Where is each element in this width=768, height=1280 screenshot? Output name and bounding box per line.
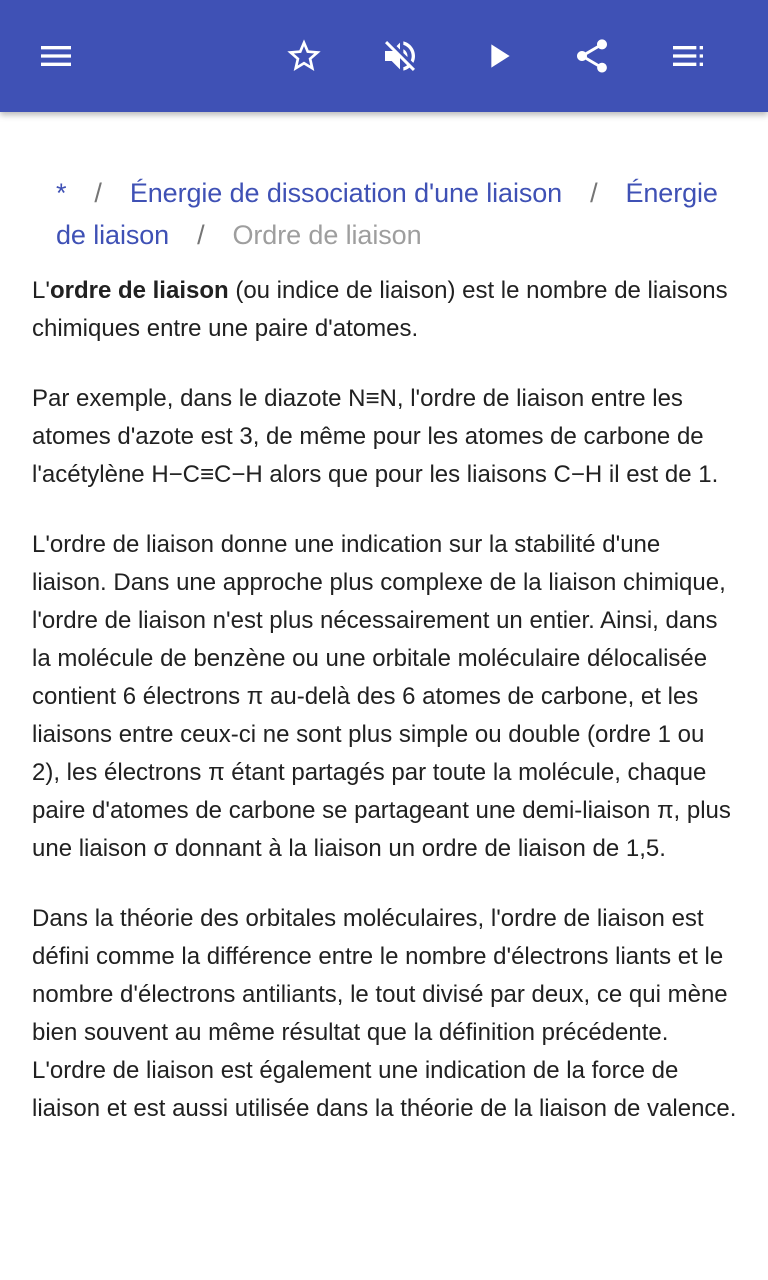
app-toolbar (0, 0, 768, 112)
intro-prefix: L' (32, 277, 50, 304)
breadcrumb-item-energie-liaison[interactable]: Énergie de liaison (56, 178, 718, 250)
breadcrumb-separator: / (94, 178, 102, 208)
star-icon[interactable] (276, 28, 332, 84)
article-content (32, 172, 738, 1160)
breadcrumb-item-root[interactable]: * (56, 178, 67, 208)
article-paragraph: Par exemple, dans le diazote N≡N, l'ordre de liaison entre les atomes d'azote est 3, de même pour les atomes de carbone de l'acétylène H−C≡C−H alors que pour les liaisons C−H il est de 1. (32, 385, 719, 488)
breadcrumb (56, 172, 738, 256)
share-icon[interactable] (564, 28, 620, 84)
breadcrumb-current: Ordre de liaison (232, 220, 422, 250)
article-paragraph: Dans la théorie des orbitales moléculaires, l'ordre de liaison est défini comme la différence entre le nombre d'électrons liants et le nombre d'électrons antiliants, le tout divisé par deux, ce qui mène bien souvent au même résultat que la définition précédente. L'ordre de liaison est également une indication de la force de liaison et est aussi utilisée dans la théorie de la liaison de valence. (32, 905, 737, 1122)
article-paragraph: L'ordre de liaison donne une indication sur la stabilité d'une liaison. Dans une approche plus complexe de la liaison chimique, l'ordre de liaison n'est plus nécessairement un entier. Ainsi, dans la molécule de benzène ou une orbitale moléculaire délocalisée contient 6 électrons π au-delà des 6 atomes de carbone, et les liaisons entre ceux-ci ne sont plus simple ou double (ordre 1 ou 2), les électrons π étant partagés par toute la molécule, chaque paire d'atomes de carbone se partageant une demi-liaison π, plus une liaison σ donnant à la liaison un ordre de liaison de 1,5. (32, 531, 731, 862)
volume-off-icon[interactable] (372, 28, 428, 84)
intro-term: ordre de liaison (49, 277, 229, 304)
breadcrumb-separator: / (197, 220, 205, 250)
hamburger-menu-icon[interactable] (28, 28, 84, 84)
list-menu-icon[interactable] (660, 28, 716, 84)
play-icon[interactable] (470, 28, 526, 84)
article-paragraph-intro (32, 272, 738, 348)
breadcrumb-separator: / (590, 178, 598, 208)
intro-rest: (ou indice de liaison) est le nombre de liaisons chimiques entre une paire d'atomes. (32, 277, 728, 342)
breadcrumb-item-dissociation[interactable]: Énergie de dissociation d'une liaison (129, 178, 563, 208)
